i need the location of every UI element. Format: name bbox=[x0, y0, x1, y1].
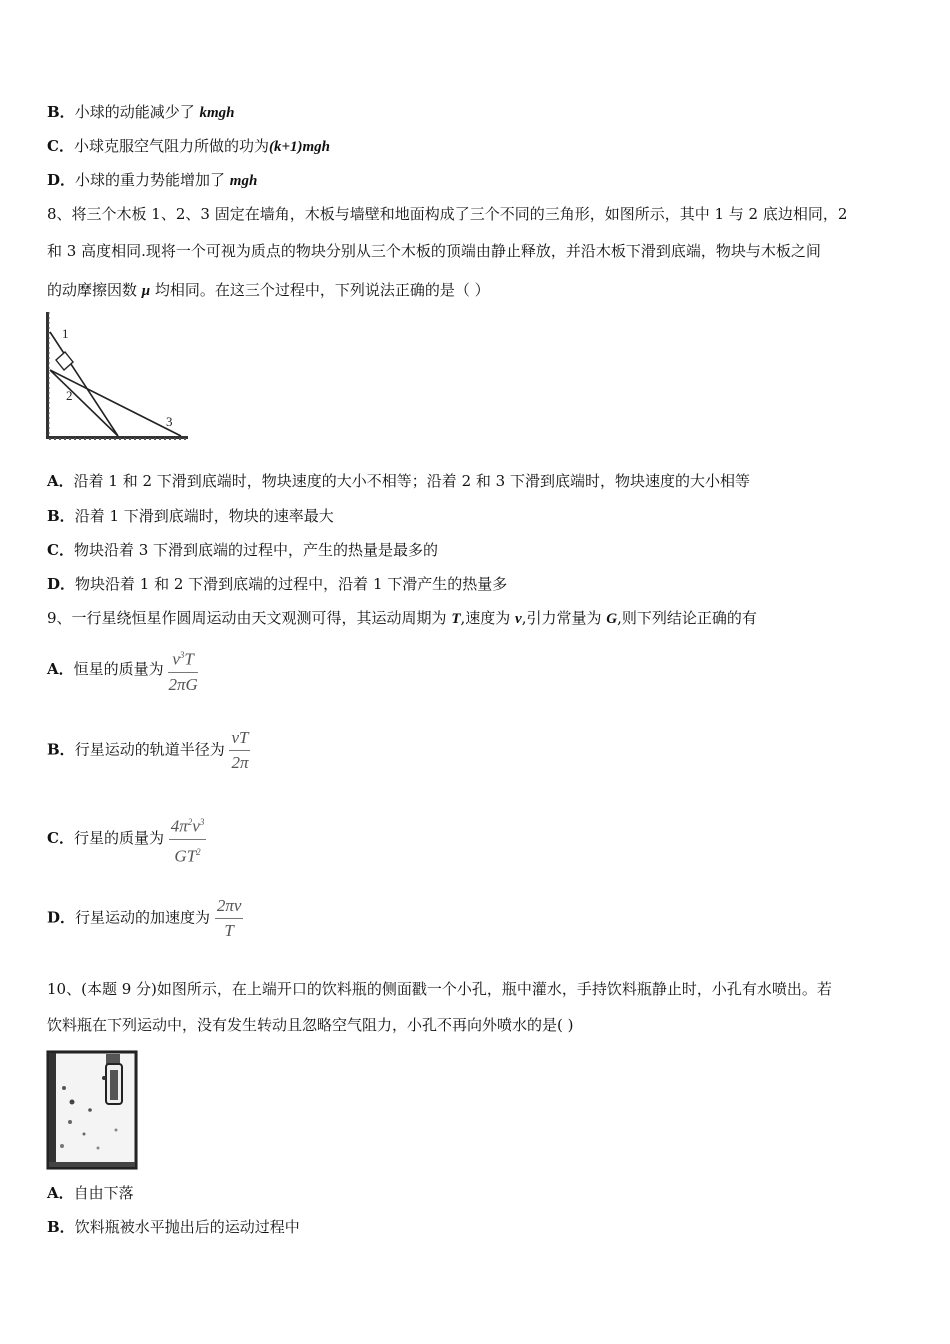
option-math: (k+1)mgh bbox=[268, 139, 331, 155]
mu-symbol: μ bbox=[141, 283, 151, 299]
fraction bbox=[168, 644, 197, 696]
option-label: B． bbox=[47, 103, 75, 121]
q8-option-a bbox=[47, 470, 750, 492]
option-label: C． bbox=[47, 541, 74, 559]
bottle-cap bbox=[106, 1054, 120, 1064]
q9-stem bbox=[47, 607, 757, 630]
stem-text: 均相同。在这三个过程中，下列说法正确的是（ ） bbox=[150, 281, 490, 299]
option-label: B． bbox=[47, 507, 75, 525]
option-label: B． bbox=[47, 740, 75, 759]
option-label: C． bbox=[47, 137, 74, 155]
option-text: 行星的质量为 bbox=[73, 829, 164, 848]
q9-option-d bbox=[47, 895, 243, 942]
option-text: 沿着 1 和 2 下滑到底端时，物块速度的大小不相等；沿着 2 和 3 下滑到底端时，物块速度的大小相等 bbox=[73, 472, 750, 490]
board-2 bbox=[50, 370, 118, 436]
q8-option-d bbox=[47, 573, 507, 595]
option-math: kmgh bbox=[199, 105, 235, 121]
gravity-constant-symbol: G bbox=[606, 611, 618, 627]
board-3-label: 3 bbox=[166, 414, 173, 429]
option-text: 小球的重力势能增加了 bbox=[75, 171, 230, 189]
option-text: 沿着 1 下滑到底端时，物块的速率最大 bbox=[74, 507, 334, 525]
denominator: $GT^2$ bbox=[174, 846, 201, 866]
option-label: D． bbox=[47, 575, 76, 593]
board-2-label: 2 bbox=[66, 388, 73, 403]
q10-stem-line2: 饮料瓶在下列运动中，没有发生转动且忽略空气阻力，小孔不再向外喷水的是( ) bbox=[47, 1016, 574, 1034]
q10-option-a bbox=[47, 1182, 134, 1204]
stem-text: ,速度为 bbox=[460, 609, 516, 627]
stem-text: ,引力常量为 bbox=[521, 609, 607, 627]
denominator: T bbox=[224, 921, 234, 940]
q9-option-b bbox=[47, 727, 250, 774]
option-text: 小球的动能减少了 bbox=[74, 103, 200, 121]
q9-option-c bbox=[47, 811, 206, 867]
option-text: 自由下落 bbox=[73, 1184, 134, 1202]
option-label: A． bbox=[47, 472, 74, 490]
board-1-label: 1 bbox=[62, 326, 69, 341]
wall bbox=[46, 312, 49, 438]
q8-stem-line2: 和 3 高度相同.现将一个可视为质点的物块分别从三个木板的顶端由静止释放，并沿木板下滑到底端，物块与木板之间 bbox=[47, 242, 821, 260]
board-3 bbox=[50, 370, 181, 436]
fraction bbox=[169, 811, 207, 867]
numerator: vT bbox=[229, 727, 250, 751]
option-math: mgh bbox=[229, 173, 258, 189]
option-text: 饮料瓶被水平抛出后的运动过程中 bbox=[74, 1218, 300, 1236]
q7-option-b bbox=[47, 101, 234, 124]
velocity-symbol: v bbox=[515, 611, 522, 627]
option-label: A． bbox=[47, 659, 74, 678]
stem-text: ,则下列结论正确的有 bbox=[617, 609, 757, 627]
denominator: 2πG bbox=[168, 674, 198, 694]
board-1 bbox=[50, 332, 118, 436]
option-text: 小球克服空气阻力所做的功为 bbox=[73, 137, 269, 155]
period-symbol: T bbox=[451, 611, 461, 627]
option-label: B． bbox=[47, 1218, 75, 1236]
bottle-photo bbox=[46, 1050, 138, 1170]
option-label: D． bbox=[47, 171, 76, 189]
q8-option-b bbox=[47, 505, 334, 527]
option-label: C． bbox=[47, 829, 74, 848]
stem-text: 9、一行星绕恒星作圆周运动由天文观测可得，其运动周期为 bbox=[47, 609, 452, 627]
numerator: $4\pi^2v^3$ bbox=[169, 811, 207, 840]
option-label: D． bbox=[47, 908, 76, 927]
boards-figure bbox=[44, 312, 192, 444]
q8-stem-line3 bbox=[47, 279, 490, 302]
option-text: 行星运动的轨道半径为 bbox=[74, 740, 225, 759]
block bbox=[56, 352, 73, 370]
q7-option-d bbox=[47, 169, 257, 192]
denominator: 2π bbox=[231, 753, 249, 772]
q8-stem-line1: 8、将三个木板 1、2、3 固定在墙角，木板与墙壁和地面构成了三个不同的三角形，如图所示，其中 1 与 2 底边相同，2 bbox=[47, 205, 848, 223]
fraction bbox=[229, 727, 250, 774]
fraction bbox=[215, 895, 244, 942]
q7-option-c bbox=[47, 135, 330, 158]
stem-text: 的动摩擦因数 bbox=[47, 281, 142, 299]
numerator: $v^3T$ bbox=[168, 644, 197, 673]
q10-stem-line1: 10、(本题 9 分)如图所示，在上端开口的饮料瓶的侧面戳一个小孔，瓶中灌水，手持饮料瓶静止时，小孔有水喷出。若 bbox=[47, 980, 832, 998]
q9-option-a bbox=[47, 644, 198, 696]
ground bbox=[46, 436, 188, 439]
option-text: 物块沿着 1 和 2 下滑到底端的过程中，沿着 1 下滑产生的热量多 bbox=[75, 575, 508, 593]
q8-option-c bbox=[47, 539, 438, 561]
q10-option-b bbox=[47, 1216, 300, 1238]
option-text: 物块沿着 3 下滑到底端的过程中，产生的热量是最多的 bbox=[73, 541, 439, 559]
option-text: 恒星的质量为 bbox=[73, 659, 164, 678]
option-label: A． bbox=[47, 1184, 74, 1202]
numerator: 2πv bbox=[215, 895, 244, 919]
option-text: 行星运动的加速度为 bbox=[75, 908, 211, 927]
